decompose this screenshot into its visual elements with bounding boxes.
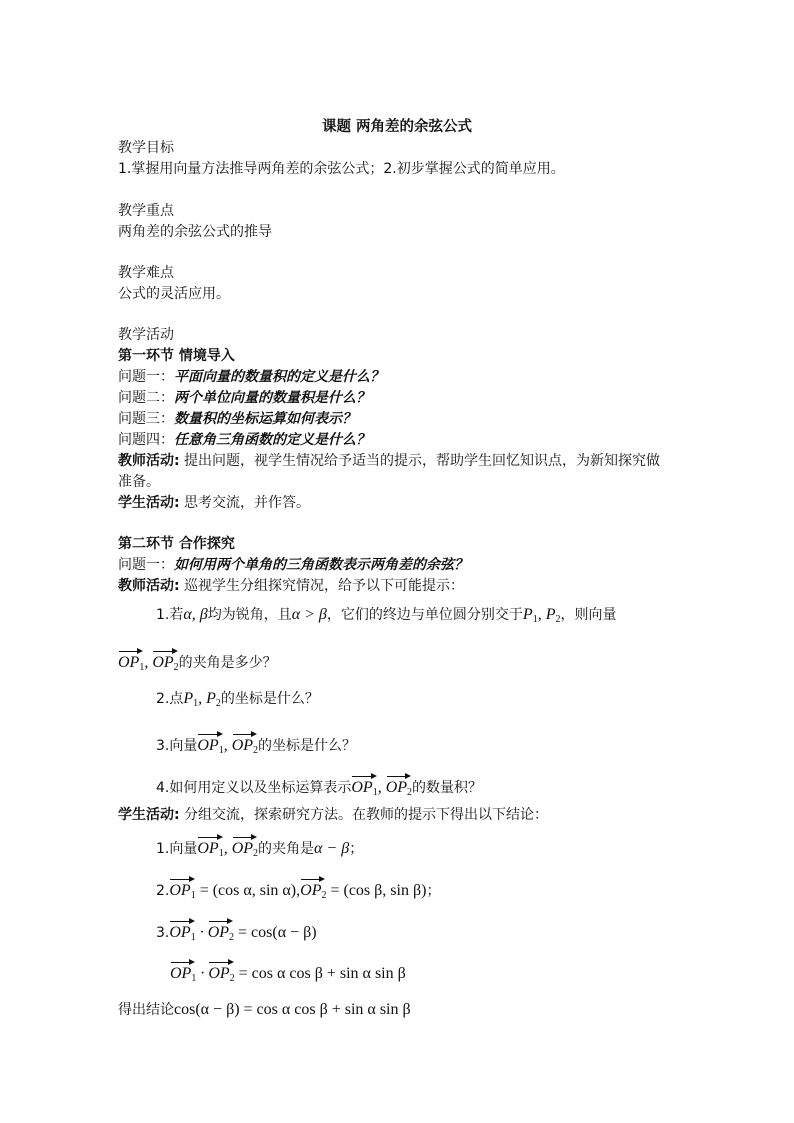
result-number: 2. — [156, 883, 170, 899]
question-text: 任意角三角函数的定义是什么？ — [174, 432, 370, 448]
section1-question-3 — [118, 409, 356, 429]
teacher-activity-label: 教师活动: — [118, 453, 180, 469]
hint-text: ，它们的终边与单位圆分别交于 — [326, 607, 523, 623]
hint-text: 的夹角是多少？ — [178, 655, 277, 671]
hint-1 — [156, 605, 616, 630]
section1-question-2 — [118, 388, 370, 408]
objectives-heading: 教学目标 — [118, 140, 174, 156]
section2-question-1 — [118, 555, 468, 575]
points-p1-p2: $P_1$, $P_2$ — [183, 690, 221, 709]
question-label: 问题四： — [118, 432, 174, 448]
hint-text: 的坐标是什么？ — [258, 738, 357, 754]
hint-text: 的数量积？ — [412, 780, 483, 796]
teacher-activity-label: 教师活动: — [118, 578, 180, 594]
coordinate-formula: = (cos α, sin α), — [195, 882, 301, 899]
result-text: 1.向量 — [156, 841, 198, 857]
student-activity-label: 学生活动: — [118, 807, 180, 823]
alpha-gt-beta-formula: α > β — [291, 606, 327, 623]
conclusion — [118, 1000, 411, 1020]
teacher-activity-text: 巡视学生分组探究情况，给予以下可能提示： — [179, 578, 465, 594]
student-activity-label: 学生活动: — [118, 495, 180, 511]
lesson-title: 课题 两角差的余弦公式 — [321, 119, 473, 135]
result-1 — [156, 833, 363, 864]
section1-student-activity — [118, 493, 310, 513]
result-number: 3. — [156, 925, 170, 941]
hint-text: 4.如何用定义以及坐标运算表示 — [156, 780, 352, 796]
dot-product-formula: = cos(α − β) — [234, 924, 317, 941]
dot-product: $OP_1 \cdot OP_2$ — [169, 924, 234, 941]
vector-op2: $OP_2$ — [300, 882, 326, 899]
question-label: 问题三： — [118, 411, 174, 427]
result-text: 的夹角是 — [258, 841, 315, 857]
result-2 — [156, 875, 440, 906]
result-text: ； — [426, 883, 441, 899]
hint-2 — [156, 689, 319, 714]
vectors-op1-op2: $OP_1$, $OP_2$ — [197, 840, 258, 857]
section1-teacher-activity — [118, 451, 660, 471]
question-text: 平面向量的数量积的定义是什么？ — [174, 369, 384, 385]
section1-title: 第一环节 情境导入 — [118, 348, 235, 364]
result-3-coordinate — [170, 958, 406, 989]
hint-1-cont — [118, 647, 277, 678]
vector-op1: $OP_1$ — [169, 882, 195, 899]
student-activity-text: 分组交流，探索研究方法。在教师的提示下得出以下结论： — [179, 807, 549, 823]
hint-3 — [156, 730, 356, 761]
vectors-op1-op2: $OP_1$, $OP_2$ — [197, 737, 258, 754]
section2-teacher-activity — [118, 576, 464, 596]
result-3 — [156, 917, 317, 948]
question-label: 问题一： — [118, 369, 174, 385]
student-activity-text: 思考交流，并作答。 — [179, 495, 311, 511]
section1-teacher-activity-cont: 准备。 — [118, 474, 160, 490]
key-points-heading: 教学重点 — [118, 203, 174, 219]
hint-text: 1.若 — [156, 607, 184, 623]
question-label: 问题二： — [118, 390, 174, 406]
vectors-op1-op2: $OP_1$, $OP_2$ — [351, 779, 412, 796]
coordinate-formula: = (cos β, sin β) — [326, 882, 427, 899]
hint-text: 的坐标是什么？ — [220, 691, 319, 707]
question-text: 如何用两个单角的三角函数表示两角差的余弦？ — [174, 557, 468, 573]
hint-text: 2.点 — [156, 691, 184, 707]
hint-4 — [156, 772, 482, 803]
conclusion-label: 得出结论 — [118, 1002, 174, 1018]
points-p1-p2: $P_1$, $P_2$ — [522, 606, 561, 625]
difficulties-text: 公式的灵活应用。 — [118, 286, 230, 302]
section2-student-activity — [118, 805, 548, 825]
question-label: 问题一： — [118, 557, 174, 573]
hint-text: 3.向量 — [156, 738, 198, 754]
section1-question-4 — [118, 430, 370, 450]
hint-text: ，则向量 — [560, 607, 617, 623]
dot-product: $OP_1 \cdot OP_2$ — [170, 965, 235, 982]
cosine-difference-formula: cos(α − β) = cos α cos β + sin α sin β — [174, 1001, 411, 1018]
question-text: 两个单位向量的数量积是什么？ — [174, 390, 370, 406]
vectors-op1-op2: $OP_1$, $OP_2$ — [118, 654, 179, 671]
alpha-beta-formula: α, β — [183, 606, 208, 623]
dot-product-formula: = cos α cos β + sin α sin β — [234, 965, 406, 982]
activities-heading: 教学活动 — [118, 327, 174, 343]
key-points-text: 两角差的余弦公式的推导 — [118, 224, 272, 240]
objectives-text: 1.掌握用向量方法推导两角差的余弦公式；2.初步掌握公式的简单应用。 — [118, 161, 565, 177]
section2-title: 第二环节 合作探究 — [118, 536, 235, 552]
result-text: ； — [349, 841, 364, 857]
hint-text: 均为锐角，且 — [207, 607, 292, 623]
alpha-minus-beta: α − β — [314, 840, 350, 857]
question-text: 数量积的坐标运算如何表示？ — [174, 411, 356, 427]
teacher-activity-text: 提出问题，视学生情况给予适当的提示，帮助学生回忆知识点，为新知探究做 — [179, 453, 661, 469]
section1-question-1 — [118, 367, 384, 387]
difficulties-heading: 教学难点 — [118, 265, 174, 281]
